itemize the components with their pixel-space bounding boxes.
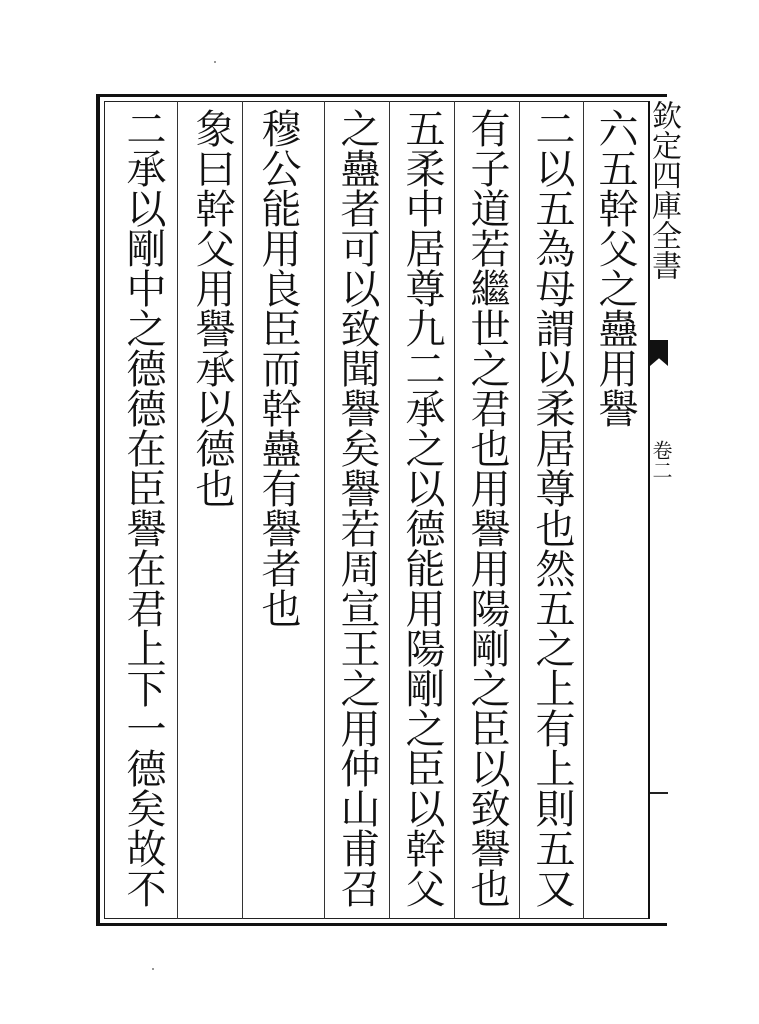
volume-label: 卷二 (649, 440, 673, 480)
text-column-2: 二以五為母謂以柔居尊也然五之上有上則五又 (529, 108, 575, 908)
paper-speck (214, 61, 216, 63)
column-rule (324, 101, 325, 919)
column-rule (519, 101, 520, 919)
paper-speck (152, 968, 154, 970)
text-column-3: 有子道若繼世之君也用譽用陽剛之臣以致譽也 (464, 108, 510, 908)
column-rule (177, 101, 178, 919)
column-rule (583, 101, 584, 919)
column-rule (242, 101, 243, 919)
column-rule (454, 101, 455, 919)
text-column-8: 二承以剛中之德德在臣譽在君上下一德矣故不 (120, 108, 166, 908)
book-title: 欽定四庫全書 (646, 100, 681, 280)
text-column-6: 穆公能用良臣而幹蠱有譽者也 (255, 108, 301, 628)
text-column-7: 象曰幹父用譽承以德也 (189, 108, 235, 508)
text-column-5: 之蠱者可以致聞譽矣譽若周宣王之用仲山甫召 (334, 108, 380, 908)
column-rule (389, 101, 390, 919)
fold-margin-tick (650, 792, 668, 794)
text-column-4: 五柔中居尊九二承之以德能用陽剛之臣以幹父 (399, 108, 445, 908)
text-column-1: 六五幹父之蠱用譽 (592, 108, 638, 428)
